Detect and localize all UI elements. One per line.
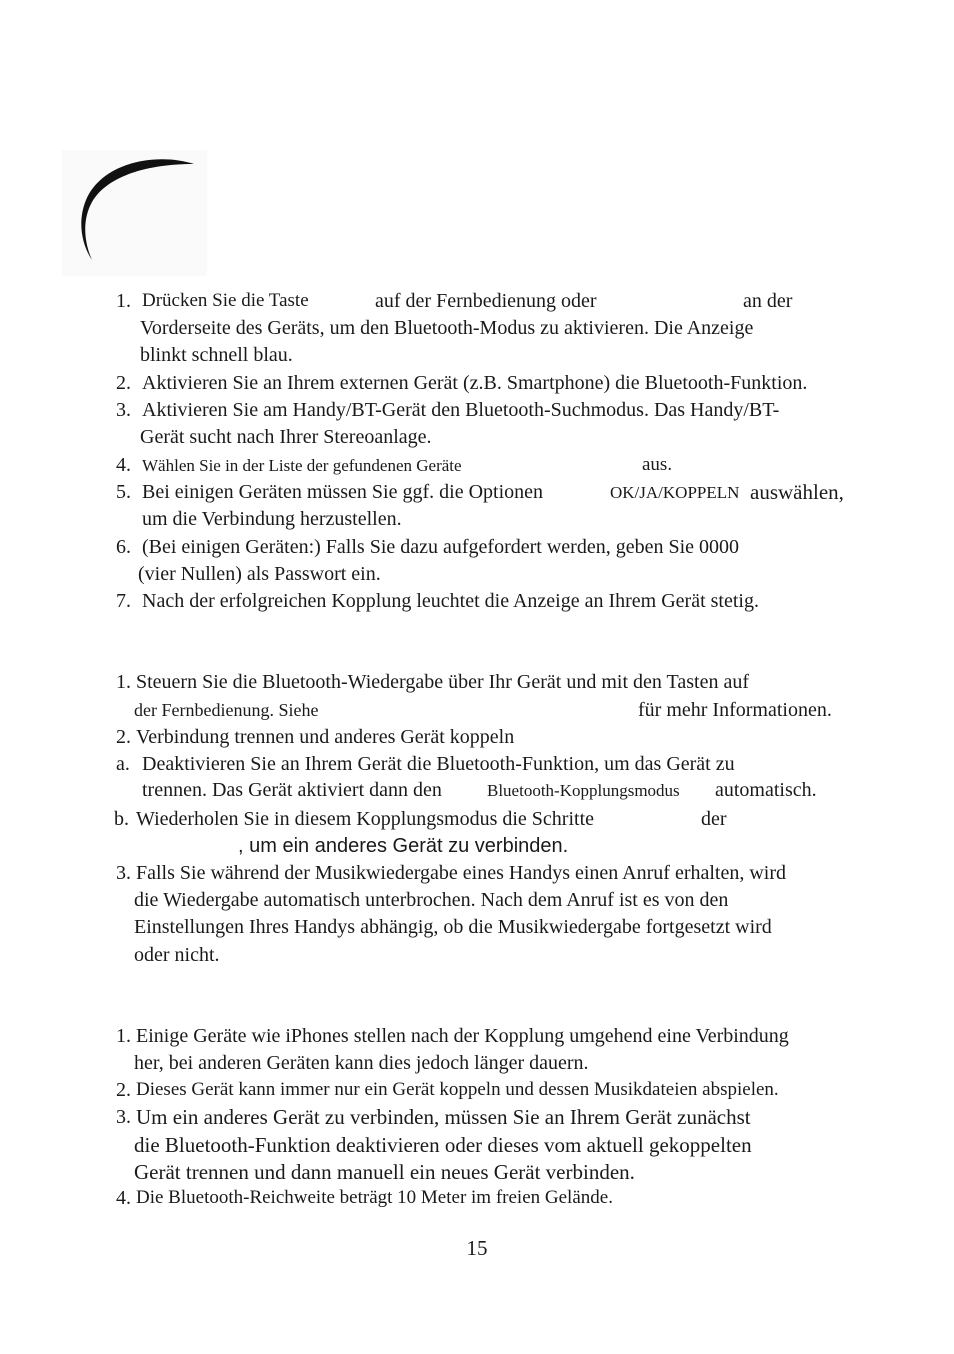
list-text: Gerät sucht nach Ihrer Stereoanlage.: [140, 426, 432, 448]
list-text: Die Bluetooth-Reichweite beträgt 10 Meter im freien Gelände.: [136, 1187, 613, 1208]
list-text: die Wiedergabe automatisch unterbrochen. Nach dem Anruf ist es von den: [134, 889, 729, 911]
list-number: 2.: [116, 726, 131, 748]
list-text: Gerät trennen und dann manuell ein neues Gerät verbinden.: [134, 1160, 635, 1184]
list-text: Wiederholen Sie in diesem Kopplungsmodus die Schritte: [136, 808, 595, 830]
list-text: aus.: [642, 454, 673, 475]
list-text: Bluetooth-Kopplungsmodus: [487, 781, 680, 800]
list-text: her, bei anderen Geräten kann dies jedoch länger dauern.: [134, 1052, 589, 1074]
list-text: (Bei einigen Geräten:) Falls Sie dazu aufgefordert werden, geben Sie 0000: [142, 536, 740, 558]
list-number: 2.: [116, 372, 131, 394]
page-number: 15: [466, 1236, 488, 1260]
list-text: OK/JA/KOPPELN: [610, 483, 740, 502]
list-number: 1.: [116, 290, 131, 312]
list-number: 3.: [116, 862, 131, 884]
list-text: Drücken Sie die Taste: [142, 290, 309, 311]
list-letter: b.: [114, 808, 129, 830]
list-text: Wählen Sie in der Liste der gefundenen Geräte: [142, 456, 462, 475]
list-text: Bei einigen Geräten müssen Sie ggf. die Optionen: [142, 481, 544, 503]
list-text: (vier Nullen) als Passwort ein.: [138, 563, 381, 585]
list-text: Aktivieren Sie am Handy/BT-Gerät den Bluetooth-Suchmodus. Das Handy/BT-: [142, 399, 780, 421]
list-text: Einstellungen Ihres Handys abhängig, ob die Musikwiedergabe fortgesetzt wird: [134, 916, 772, 938]
list-text: oder nicht.: [134, 944, 220, 966]
list-text: Einige Geräte wie iPhones stellen nach der Kopplung umgehend eine Verbindung: [136, 1025, 789, 1047]
list-text: Nach der erfolgreichen Kopplung leuchtet die Anzeige an Ihrem Gerät stetig.: [142, 590, 759, 612]
list-number: 7.: [116, 590, 131, 612]
list-number: 6.: [116, 536, 131, 558]
list-number: 2.: [116, 1079, 131, 1101]
list-text: an der: [743, 290, 793, 312]
list-text: Falls Sie während der Musikwiedergabe eines Handys einen Anruf erhalten, wird: [136, 862, 787, 884]
list-text: der Fernbedienung. Siehe: [134, 700, 319, 720]
logo-crescent-icon: [62, 150, 207, 276]
list-text: Steuern Sie die Bluetooth-Wiedergabe über Ihr Gerät und mit den Tasten auf: [136, 671, 749, 693]
list-text: Vorderseite des Geräts, um den Bluetooth-Modus zu aktivieren. Die Anzeige: [140, 317, 754, 339]
list-text: um die Verbindung herzustellen.: [142, 508, 402, 530]
list-text: Aktivieren Sie an Ihrem externen Gerät (z.B. Smartphone) die Bluetooth-Funktion.: [142, 372, 808, 394]
list-text: auf der Fernbedienung oder: [375, 290, 597, 312]
list-text: , um ein anderes Gerät zu verbinden.: [238, 835, 569, 857]
list-number: 4.: [116, 454, 131, 476]
list-number: 1.: [116, 671, 131, 693]
list-text: blinkt schnell blau.: [140, 344, 293, 366]
list-text: Um ein anderes Gerät zu verbinden, müssen Sie an Ihrem Gerät zunächst: [136, 1105, 751, 1129]
list-number: 3.: [116, 1106, 131, 1128]
list-text: trennen. Das Gerät aktiviert dann den: [142, 779, 442, 801]
list-number: 5.: [116, 481, 131, 503]
list-number: 4.: [116, 1187, 131, 1209]
list-text: Deaktivieren Sie an Ihrem Gerät die Bluetooth-Funktion, um das Gerät zu: [142, 753, 735, 775]
list-text: Dieses Gerät kann immer nur ein Gerät koppeln und dessen Musikdateien abspielen.: [136, 1079, 779, 1100]
list-number: 3.: [116, 399, 131, 421]
list-text: auswählen,: [750, 480, 844, 504]
list-text: die Bluetooth-Funktion deaktivieren oder dieses vom aktuell gekoppelten: [134, 1133, 752, 1157]
list-number: 1.: [116, 1025, 131, 1047]
list-text: der: [701, 808, 727, 830]
list-text: automatisch.: [715, 779, 817, 801]
list-letter: a.: [116, 753, 130, 775]
list-text: für mehr Informationen.: [638, 699, 832, 721]
list-text: Verbindung trennen und anderes Gerät koppeln: [136, 726, 515, 748]
